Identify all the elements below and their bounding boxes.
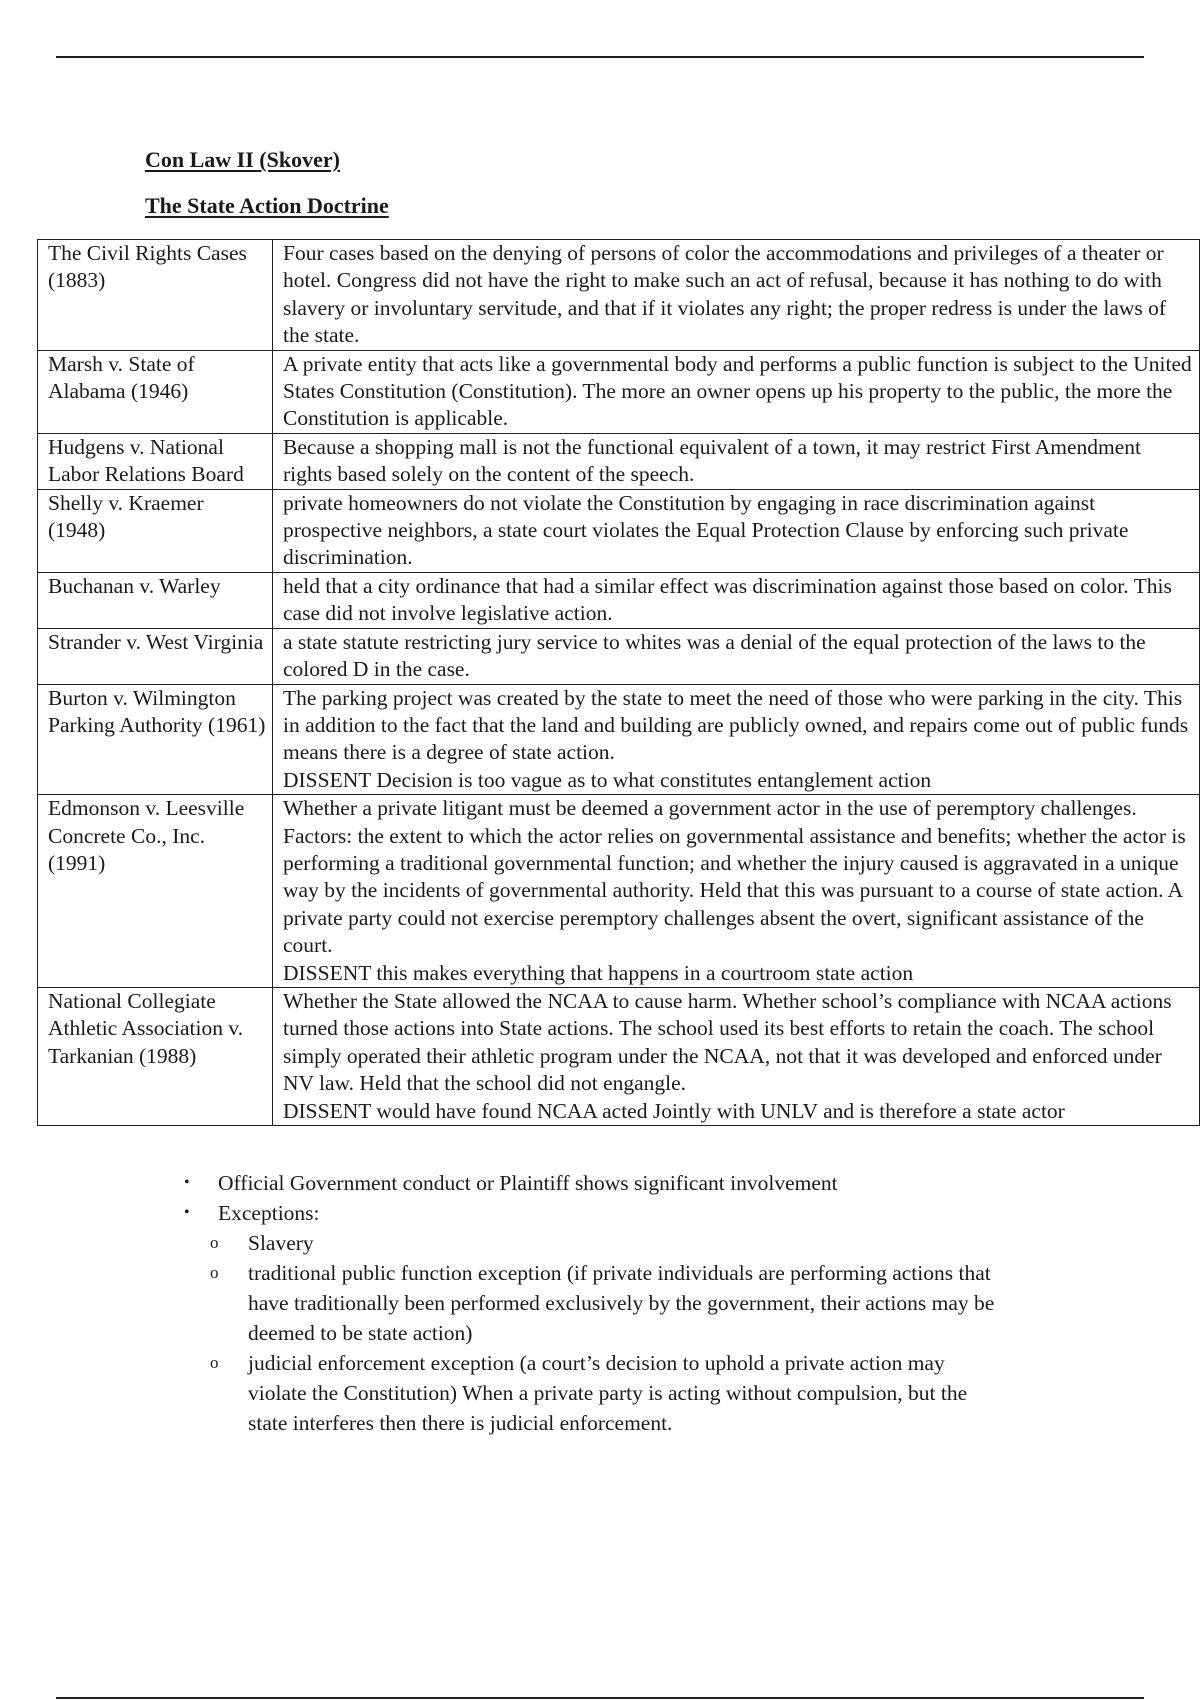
case-summary <box>273 572 1200 628</box>
topic-title: The State Action Doctrine <box>145 193 389 218</box>
case-table <box>37 239 1200 1126</box>
case-summary <box>273 795 1200 988</box>
case-dissent: DISSENT this makes everything that happens in a courtroom state action <box>283 960 914 985</box>
case-dissent: DISSENT would have found NCAA acted Jointly with UNLV and is therefore a state actor <box>283 1098 1065 1123</box>
circle-bullet-icon: o <box>210 1353 219 1372</box>
case-name: The Civil Rights Cases (1883) <box>38 240 273 351</box>
case-name: Shelly v. Kraemer (1948) <box>38 489 273 572</box>
table-row <box>38 433 1200 489</box>
case-summary-text: a state statute restricting jury service to whites was a denial of the equal protection of the laws to the colored D in the case. <box>283 629 1146 682</box>
case-summary-text: Whether a private litigant must be deemed a government actor in the use of peremptory challenges. Factors: the extent to which the actor relies on governmental assistance and benefits; whether the actor is performing a traditional governmental function; and whether the injury caused is aggravated in a unique way by the incidents of governmental authority. Held that this was pursuant to a course of state action. A private party could not exercise peremptory challenges absent the overt, significant assistance of the court. <box>283 796 1186 958</box>
table-row <box>38 489 1200 572</box>
case-dissent: DISSENT Decision is too vague as to what constitutes entanglement action <box>283 767 932 792</box>
list-item-text: traditional public function exception (if private individuals are performing actions that have traditionally been performed exclusively by the government, their actions may be deemed to be state action) <box>248 1261 995 1345</box>
list-item <box>176 1198 1106 1228</box>
bullet-dot-icon: • <box>184 1204 190 1221</box>
case-summary-text: Four cases based on the denying of persons of color the accommodations and privileges of a theater or hotel. Congress did not have the right to make such an act of refusal, because it has nothing to do with slavery or involuntary servitude, and that if it violates any right; the proper redress is under the laws of the state. <box>283 241 1167 348</box>
case-summary-text: The parking project was created by the state to meet the need of those who were parking in the city. This in addition to the fact that the land and building are publicly owned, and repairs come out of public funds means there is a degree of state action. <box>283 685 1189 765</box>
case-name: Edmonson v. Leesville Concrete Co., Inc. (1991) <box>38 795 273 988</box>
case-summary-text: Whether the State allowed the NCAA to cause harm. Whether school’s compliance with NCAA actions turned those actions into State actions. The school used its best efforts to retain the coach. The school simply operated their athletic program under the NCAA, not that it was developed and enforced under NV law. Held that the school did not engangle. <box>283 988 1172 1096</box>
table-row <box>38 628 1200 684</box>
case-summary-text: A private entity that acts like a governmental body and performs a public function is subject to the United States Constitution (Constitution). The more an owner opens up his property to the public, the more the Constitution is applicable. <box>283 351 1192 431</box>
exceptions-list <box>176 1228 1106 1438</box>
case-summary <box>273 433 1200 489</box>
list-item-text: Exceptions: <box>218 1201 320 1225</box>
case-name: Buchanan v. Warley <box>38 572 273 628</box>
bullet-dot-icon: • <box>184 1174 190 1191</box>
case-summary <box>273 240 1200 351</box>
list-item <box>176 1258 1008 1348</box>
bullet-list <box>176 1168 1106 1438</box>
table-row <box>38 684 1200 795</box>
case-summary-text: private homeowners do not violate the Constitution by engaging in race discrimination against prospective neighbors, a state court violates the Equal Protection Clause by enforcing such private discrimination. <box>283 490 1129 570</box>
case-name: Strander v. West Virginia <box>38 628 273 684</box>
list-item <box>176 1168 1106 1198</box>
list-item-text: Slavery <box>248 1231 314 1255</box>
case-summary <box>273 987 1200 1125</box>
case-name: Hudgens v. National Labor Relations Board <box>38 433 273 489</box>
case-summary <box>273 350 1200 433</box>
case-summary <box>273 684 1200 795</box>
case-name: Burton v. Wilmington Parking Authority (1961) <box>38 684 273 795</box>
table-row <box>38 572 1200 628</box>
list-item <box>176 1228 1008 1258</box>
top-divider <box>56 56 1144 58</box>
table-row <box>38 795 1200 988</box>
circle-bullet-icon: o <box>210 1233 219 1252</box>
table-row <box>38 350 1200 433</box>
case-summary <box>273 628 1200 684</box>
circle-bullet-icon: o <box>210 1263 219 1282</box>
case-summary-text: held that a city ordinance that had a similar effect was discrimination against those based on color. This case did not involve legislative action. <box>283 573 1172 626</box>
case-name: Marsh v. State of Alabama (1946) <box>38 350 273 433</box>
case-summary-text: Because a shopping mall is not the functional equivalent of a town, it may restrict First Amendment rights based solely on the content of the speech. <box>283 434 1142 487</box>
table-row <box>38 240 1200 351</box>
table-row <box>38 987 1200 1125</box>
list-item-text: judicial enforcement exception (a court’s decision to uphold a private action may violate the Constitution) When a private party is acting without compulsion, but the state interferes then there is judicial enforcement. <box>248 1351 968 1435</box>
list-item-text: Official Government conduct or Plaintiff shows significant involvement <box>218 1171 838 1195</box>
sub-list-container <box>176 1228 1106 1438</box>
course-title: Con Law II (Skover) <box>145 147 340 172</box>
case-name: National Collegiate Athletic Association v. Tarkanian (1988) <box>38 987 273 1125</box>
bottom-divider <box>56 1697 1144 1699</box>
case-summary <box>273 489 1200 572</box>
list-item <box>176 1348 1008 1438</box>
